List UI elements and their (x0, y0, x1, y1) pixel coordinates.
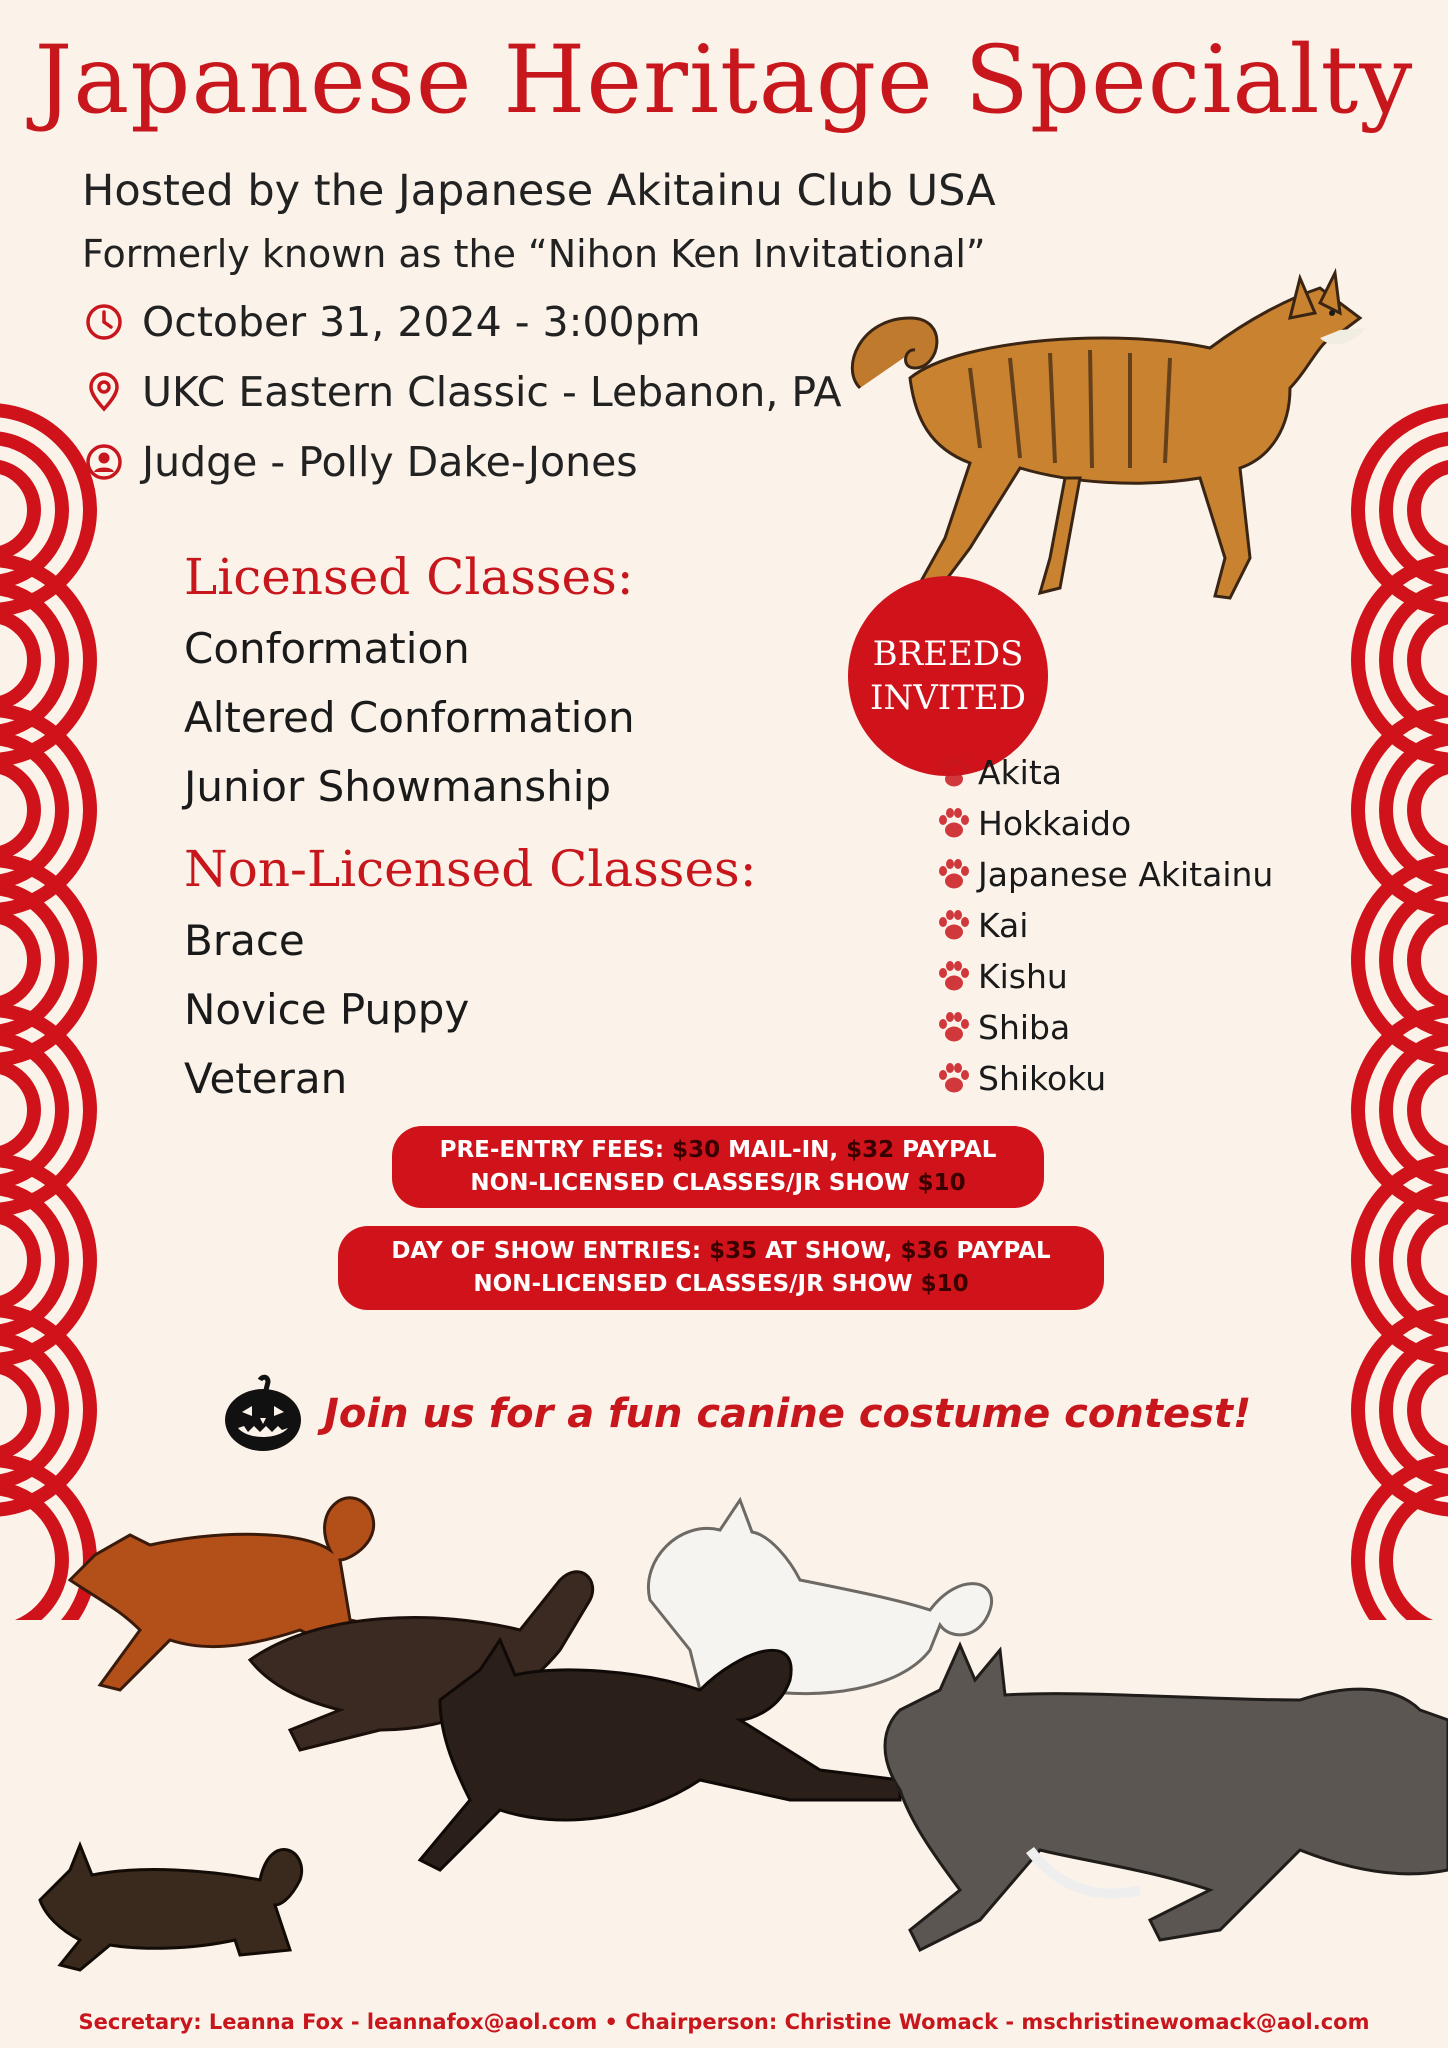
non-licensed-class-item: Brace (184, 916, 305, 965)
running-dogs-illustration (0, 1450, 1448, 1990)
formerly-known-as: Formerly known as the “Nihon Ken Invitational” (82, 232, 986, 276)
paw-icon (934, 956, 974, 996)
paw-icon (934, 854, 974, 894)
breed-item (934, 1007, 1070, 1047)
breed-label: Japanese Akitainu (978, 854, 1274, 894)
badge-line-1: BREEDS (872, 633, 1024, 674)
hosted-by: Hosted by the Japanese Akitainu Club USA (82, 166, 996, 216)
licensed-class-item: Altered Conformation (184, 693, 635, 742)
breed-item (934, 752, 1062, 792)
breed-label: Hokkaido (978, 803, 1132, 843)
trotting-dog-illustration (820, 258, 1400, 618)
pre-entry-line-1: PRE-ENTRY FEES: $30 MAIL-IN, $32 PAYPAL (439, 1137, 997, 1163)
breed-label: Akita (978, 752, 1063, 792)
licensed-classes-heading: Licensed Classes: (184, 548, 634, 606)
contact-footer: Secretary: Leanna Fox - leannafox@aol.com • Chairperson: Christine Womack - mschristinewomack@aol.com (78, 2010, 1370, 2034)
event-judge-row (84, 438, 638, 486)
breed-item (934, 905, 1028, 945)
licensed-class-item: Junior Showmanship (184, 762, 612, 811)
event-location-row (84, 368, 842, 416)
paw-icon (934, 1007, 974, 1047)
paw-icon (934, 752, 974, 792)
breed-label: Shiba (978, 1007, 1071, 1047)
non-licensed-class-item: Novice Puppy (184, 985, 470, 1034)
event-location: UKC Eastern Classic - Lebanon, PA (142, 368, 842, 416)
breed-item (934, 956, 1068, 996)
breed-label: Shikoku (978, 1058, 1107, 1098)
breed-item (934, 854, 1273, 894)
clock-icon (84, 302, 124, 342)
page-title: Japanese Heritage Specialty (34, 26, 1414, 135)
breed-label: Kai (978, 905, 1029, 945)
non-licensed-classes-heading: Non-Licensed Classes: (184, 840, 757, 898)
paw-icon (934, 1058, 974, 1098)
paw-icon (934, 803, 974, 843)
day-of-show-fees-pill (338, 1226, 1104, 1310)
day-of-line-2: NON-LICENSED CLASSES/JR SHOW $10 (473, 1271, 969, 1297)
event-date: October 31, 2024 - 3:00pm (142, 298, 701, 346)
breed-item (934, 803, 1131, 843)
paw-icon (934, 905, 974, 945)
left-wave-pattern (0, 400, 110, 1620)
event-judge: Judge - Polly Dake-Jones (142, 438, 638, 486)
location-pin-icon (84, 372, 124, 412)
costume-contest-text: Join us for a fun canine costume contest! (324, 1391, 1252, 1437)
breeds-invited-badge (848, 576, 1048, 776)
badge-line-2: INVITED (870, 678, 1026, 718)
pre-entry-fees-pill (392, 1126, 1044, 1208)
non-licensed-class-item: Veteran (184, 1054, 348, 1103)
event-date-row (84, 298, 701, 346)
user-icon (84, 442, 124, 482)
breed-label: Kishu (978, 956, 1068, 996)
day-of-line-1: DAY OF SHOW ENTRIES: $35 AT SHOW, $36 PAYPAL (391, 1238, 1051, 1264)
jack-o-lantern-icon (222, 1374, 304, 1454)
breed-item (934, 1058, 1106, 1098)
pre-entry-line-2: NON-LICENSED CLASSES/JR SHOW $10 (470, 1170, 966, 1196)
licensed-class-item: Conformation (184, 624, 470, 673)
costume-contest-row (222, 1374, 1251, 1454)
